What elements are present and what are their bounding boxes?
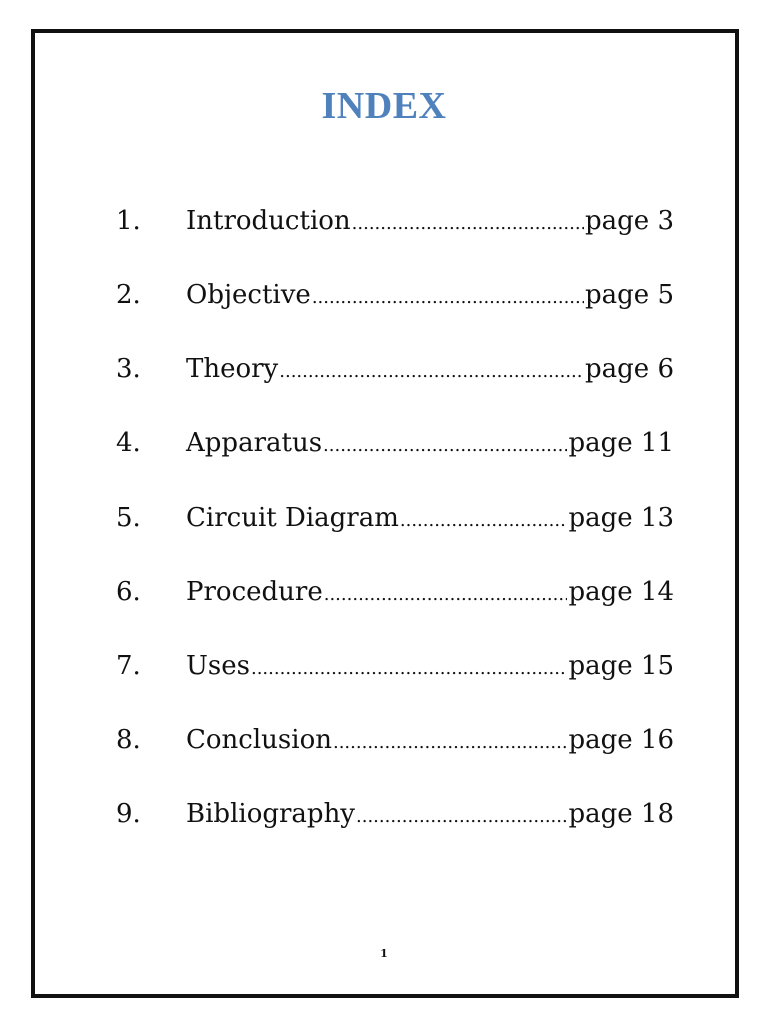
index-item-label: Apparatus <box>186 428 323 458</box>
index-item-label: Introduction <box>186 206 351 236</box>
dot-leader <box>400 510 568 531</box>
index-item-number: 2. <box>116 280 141 310</box>
index-item-number: 6. <box>116 577 141 607</box>
index-item-page: page 6 <box>585 354 674 384</box>
index-item-procedure <box>116 577 674 613</box>
index-item-page: page 11 <box>568 428 674 458</box>
index-item-objective <box>116 280 674 316</box>
index-item-circuit-diagram <box>116 503 674 539</box>
dot-leader <box>279 361 584 382</box>
dot-leader <box>323 435 567 456</box>
index-item-bibliography <box>116 799 674 835</box>
index-item-apparatus <box>116 428 674 464</box>
index-item-page: page 18 <box>568 799 674 829</box>
dot-leader <box>356 806 567 827</box>
dot-leader <box>352 213 584 234</box>
dot-leader <box>324 584 568 605</box>
index-item-label: Objective <box>186 280 311 310</box>
index-item-page: page 13 <box>568 503 674 533</box>
dot-leader <box>312 287 584 308</box>
index-item-label: Uses <box>186 651 250 681</box>
dot-leader <box>251 658 567 679</box>
index-item-page: page 3 <box>585 206 674 236</box>
index-item-theory <box>116 354 674 390</box>
index-item-label: Theory <box>186 354 279 384</box>
index-item-label: Circuit Diagram <box>186 503 399 533</box>
index-item-conclusion <box>116 725 674 761</box>
index-item-label: Procedure <box>186 577 323 607</box>
index-item-uses <box>116 651 674 687</box>
index-item-label: Conclusion <box>186 725 332 755</box>
index-item-page: page 15 <box>568 651 674 681</box>
index-item-introduction <box>116 206 674 242</box>
index-item-number: 4. <box>116 428 141 458</box>
index-item-number: 3. <box>116 354 141 384</box>
index-item-page: page 14 <box>568 577 674 607</box>
index-item-page: page 5 <box>585 280 674 310</box>
index-item-label: Bibliography <box>186 799 355 829</box>
page-title: INDEX <box>321 85 447 127</box>
index-item-number: 9. <box>116 799 141 829</box>
index-item-page: page 16 <box>568 725 674 755</box>
dot-leader <box>333 732 567 753</box>
index-item-number: 1. <box>116 206 141 236</box>
footer-page-number: 1 <box>380 947 388 960</box>
index-item-number: 8. <box>116 725 141 755</box>
index-item-number: 5. <box>116 503 141 533</box>
index-item-number: 7. <box>116 651 141 681</box>
